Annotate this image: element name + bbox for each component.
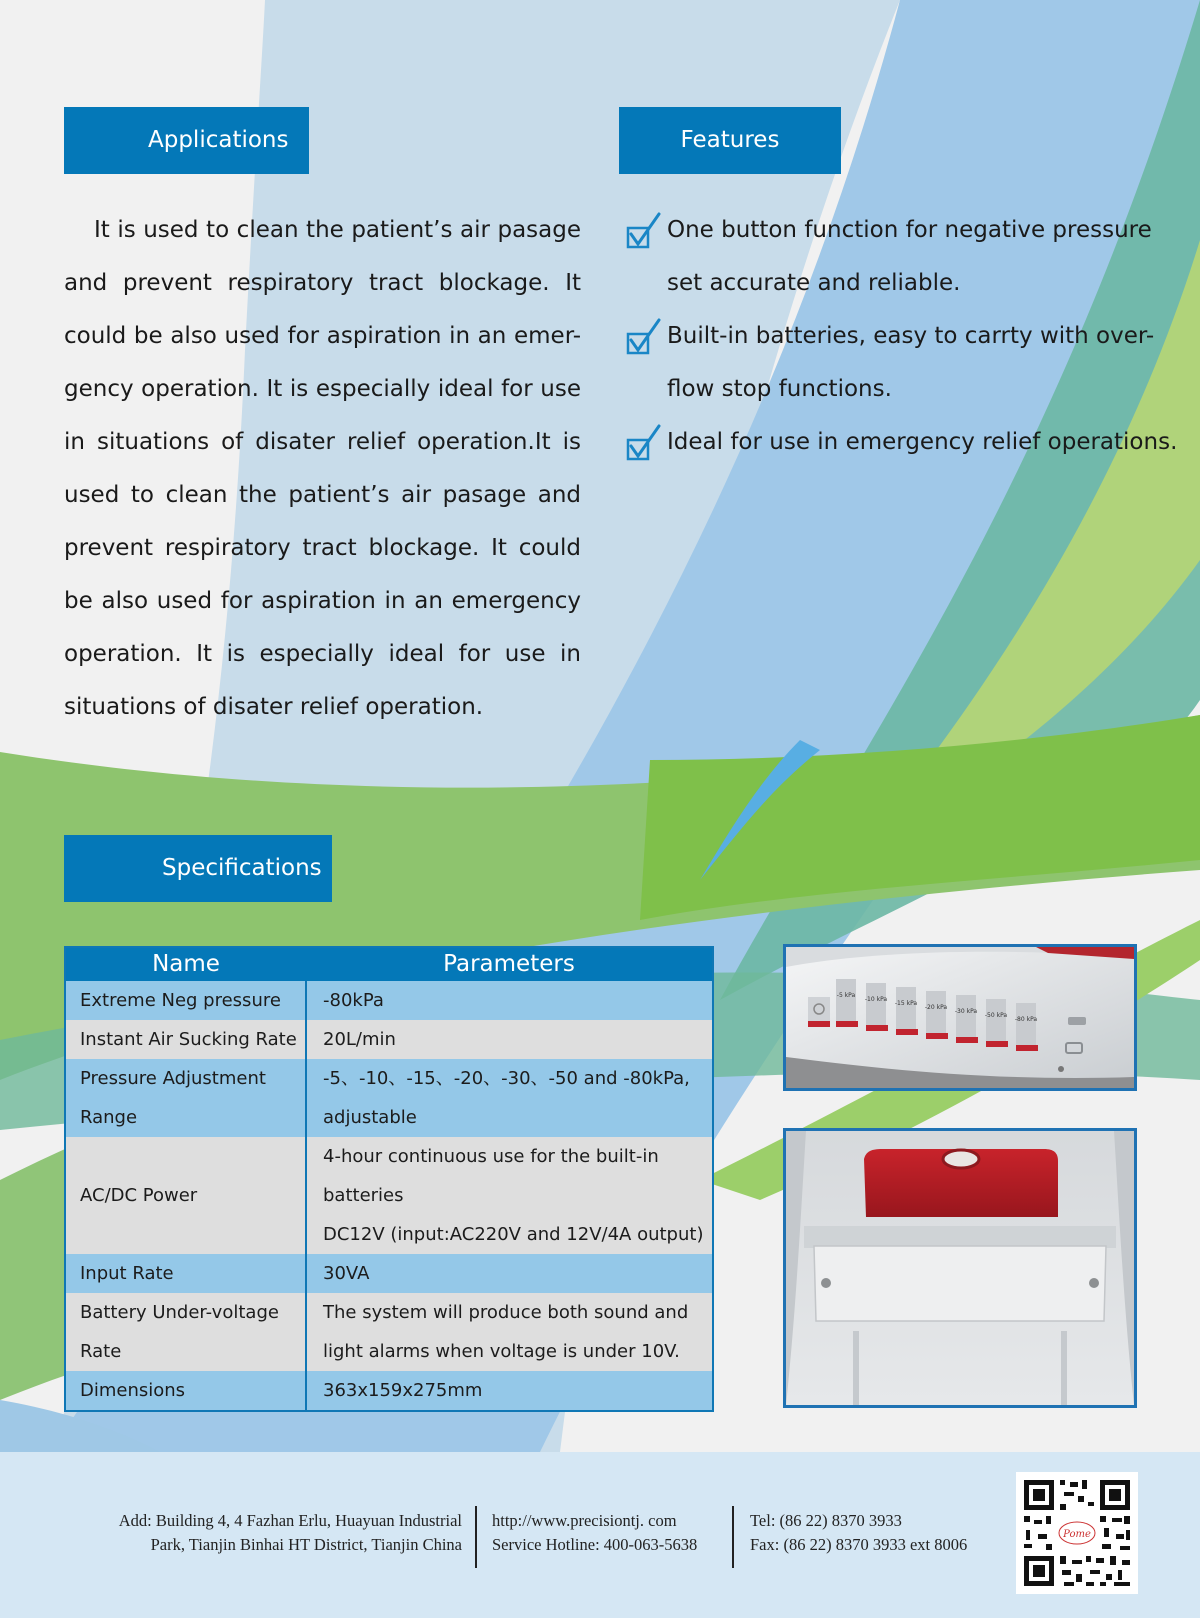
feature-text: One button function for negative pressure set accurate and reliable. xyxy=(667,217,1152,296)
checkbox-checked-icon xyxy=(626,212,662,252)
device-top-photo xyxy=(783,1128,1137,1408)
spec-name: AC/DC Power xyxy=(65,1137,306,1254)
panel-label: -20 kPa xyxy=(924,1004,948,1011)
panel-label: -30 kPa xyxy=(954,1008,978,1015)
spec-name: Extreme Neg pressure xyxy=(65,981,306,1020)
address-line: Add: Building 4, 4 Fazhan Erlu, Huayuan Industrial xyxy=(118,1511,462,1530)
spec-value xyxy=(306,1137,713,1254)
screw-icon xyxy=(821,1278,831,1288)
feature-text: Ideal for use in emergency relief operations. xyxy=(667,429,1178,455)
control-panel-photo xyxy=(783,944,1137,1091)
qr-logo-text: Pome xyxy=(1063,1529,1091,1540)
panel-label: -10 kPa xyxy=(864,996,888,1003)
handle-hole xyxy=(943,1150,979,1168)
panel-label: -50 kPa xyxy=(984,1012,1008,1019)
applications-heading: Applications xyxy=(64,107,309,174)
spec-name: Input Rate xyxy=(65,1254,306,1293)
footer xyxy=(0,1452,1200,1618)
feature-item xyxy=(626,310,1186,416)
spec-value: The system will produce both sound and light alarms when voltage is under 10V. xyxy=(306,1293,713,1371)
applications-text: It is used to clean the patient’s air pasage and prevent respiratory tract blockage. It could be also used for aspiration in an emer- gency operation. It is especially ideal for use in situations of disater relief operation.It is used to clean the patient’s air pasage and prevent respiratory tract blockage. It could be also used for aspiration in an emergency operation. It is especially ideal for use in situations of disater relief operation. xyxy=(64,217,581,720)
footer-web xyxy=(492,1509,697,1557)
footer-divider xyxy=(475,1506,477,1568)
telephone: Tel: (86 22) 8370 3933 xyxy=(750,1511,902,1530)
spec-name: Instant Air Sucking Rate xyxy=(65,1020,306,1059)
panel-label: -80 kPa xyxy=(1014,1016,1038,1023)
column-header-name: Name xyxy=(65,947,306,981)
specifications-table xyxy=(64,946,714,1412)
spec-value-line: DC12V (input:AC220V and 12V/4A output) xyxy=(323,1224,704,1245)
column-header-parameters: Parameters xyxy=(306,947,713,981)
spec-value: 363x159x275mm xyxy=(306,1371,713,1411)
access-panel xyxy=(814,1246,1106,1321)
table-header-row xyxy=(65,947,713,981)
qr-code-icon xyxy=(1016,1472,1138,1594)
service-hotline: Service Hotline: 400-063-5638 xyxy=(492,1535,698,1554)
address-line: Park, Tianjin Binhai HT District, Tianjin China xyxy=(150,1535,462,1554)
feature-item xyxy=(626,416,1186,469)
features-heading: Features xyxy=(619,107,841,174)
website-link[interactable]: http://www.precisiontj. com xyxy=(492,1511,677,1530)
spec-value: 20L/min xyxy=(306,1020,713,1059)
spec-name: Battery Under-voltage Rate xyxy=(65,1293,306,1371)
screw-icon xyxy=(1089,1278,1099,1288)
indicator-dot xyxy=(1058,1066,1064,1072)
table-row xyxy=(65,1293,713,1371)
footer-divider xyxy=(732,1506,734,1568)
panel-label: -5 kPa xyxy=(836,992,856,999)
specifications-heading: Specifications xyxy=(64,835,332,902)
control-panel-illustration xyxy=(786,947,1134,1088)
footer-contact xyxy=(750,1509,967,1557)
spec-value: -5、-10、-15、-20、-30、-50 and -80kPa, adjustable xyxy=(306,1059,713,1137)
feature-item xyxy=(626,204,1186,310)
panel-label: -15 kPa xyxy=(894,1000,918,1007)
fax: Fax: (86 22) 8370 3933 ext 8006 xyxy=(750,1535,968,1554)
spec-name: Dimensions xyxy=(65,1371,306,1411)
spec-value-line: 4-hour continuous use for the built-in batteries xyxy=(323,1146,659,1206)
checkbox-checked-icon xyxy=(626,424,662,464)
table-row xyxy=(65,1020,713,1059)
spec-value: -80kPa xyxy=(306,981,713,1020)
table-row xyxy=(65,1371,713,1411)
spec-value: 30VA xyxy=(306,1254,713,1293)
device-top-illustration xyxy=(786,1131,1134,1405)
footer-address xyxy=(62,1509,462,1557)
indicator-light xyxy=(1068,1017,1086,1025)
table-row xyxy=(65,1059,713,1137)
feature-text: Built-in batteries, easy to carrty with over- flow stop functions. xyxy=(667,323,1155,402)
table-row xyxy=(65,1137,713,1254)
features-list xyxy=(626,204,1186,469)
spec-name: Pressure Adjustment Range xyxy=(65,1059,306,1137)
table-row xyxy=(65,1254,713,1293)
table-row xyxy=(65,981,713,1020)
checkbox-checked-icon xyxy=(626,318,662,358)
